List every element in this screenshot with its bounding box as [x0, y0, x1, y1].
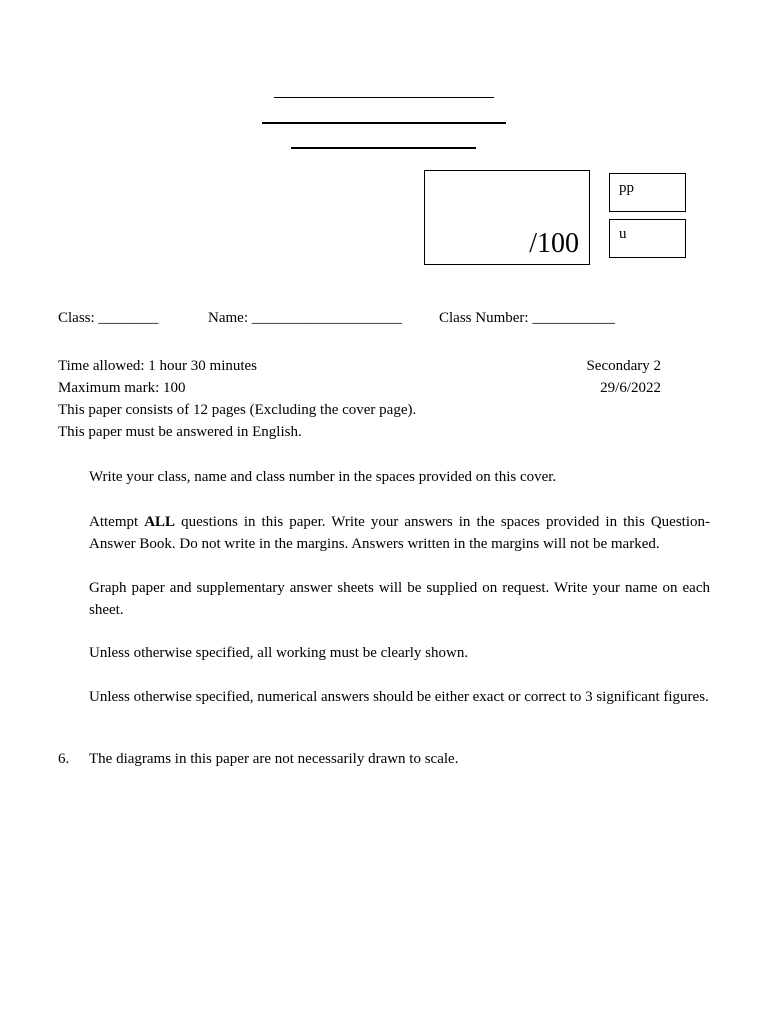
- instruction-5: Unless otherwise specified, numerical answers should be either exact or correct to 3 significant figures.: [89, 689, 709, 705]
- marker-box-top-label: pp: [619, 180, 634, 196]
- level: Secondary 2: [586, 358, 661, 374]
- time-allowed: Time allowed: 1 hour 30 minutes: [58, 358, 258, 374]
- marker-box-bottom-label: u: [619, 226, 627, 242]
- marker-box-top: [609, 173, 686, 212]
- page-count: This paper consists of 12 pages (Excluding the cover page).: [58, 402, 417, 418]
- instruction-2-post: questions in this paper. Write your answers in the spaces provided in this Question-Answer Book. Do not write in the margins. Answers written in the margins will not be marked.: [89, 514, 710, 552]
- instruction-6-number: 6.: [58, 751, 70, 767]
- title-line-2: [262, 122, 506, 124]
- title-line-1: [274, 97, 494, 98]
- maximum-mark: Maximum mark: 100: [58, 380, 186, 396]
- instruction-1: Write your class, name and class number in the spaces provided on this cover.: [89, 469, 557, 485]
- name-field[interactable]: Name: ____________________: [208, 310, 402, 326]
- instruction-2-pre: Attempt: [89, 514, 145, 530]
- instruction-4: Unless otherwise specified, all working must be clearly shown.: [89, 645, 469, 661]
- instruction-6: The diagrams in this paper are not necessarily drawn to scale.: [89, 751, 459, 767]
- language-note: This paper must be answered in English.: [58, 424, 302, 440]
- instruction-2: [89, 511, 710, 555]
- class-number-field[interactable]: Class Number: ___________: [439, 310, 615, 326]
- score-box: [424, 170, 590, 265]
- score-total: /100: [529, 228, 579, 259]
- marker-box-bottom: [609, 219, 686, 258]
- title-line-3: [291, 147, 476, 149]
- exam-date: 29/6/2022: [600, 380, 661, 396]
- class-field[interactable]: Class: ________: [58, 310, 159, 326]
- instruction-3: Graph paper and supplementary answer sheets will be supplied on request. Write your name on each sheet.: [89, 580, 710, 618]
- instruction-2-bold: ALL: [144, 514, 176, 530]
